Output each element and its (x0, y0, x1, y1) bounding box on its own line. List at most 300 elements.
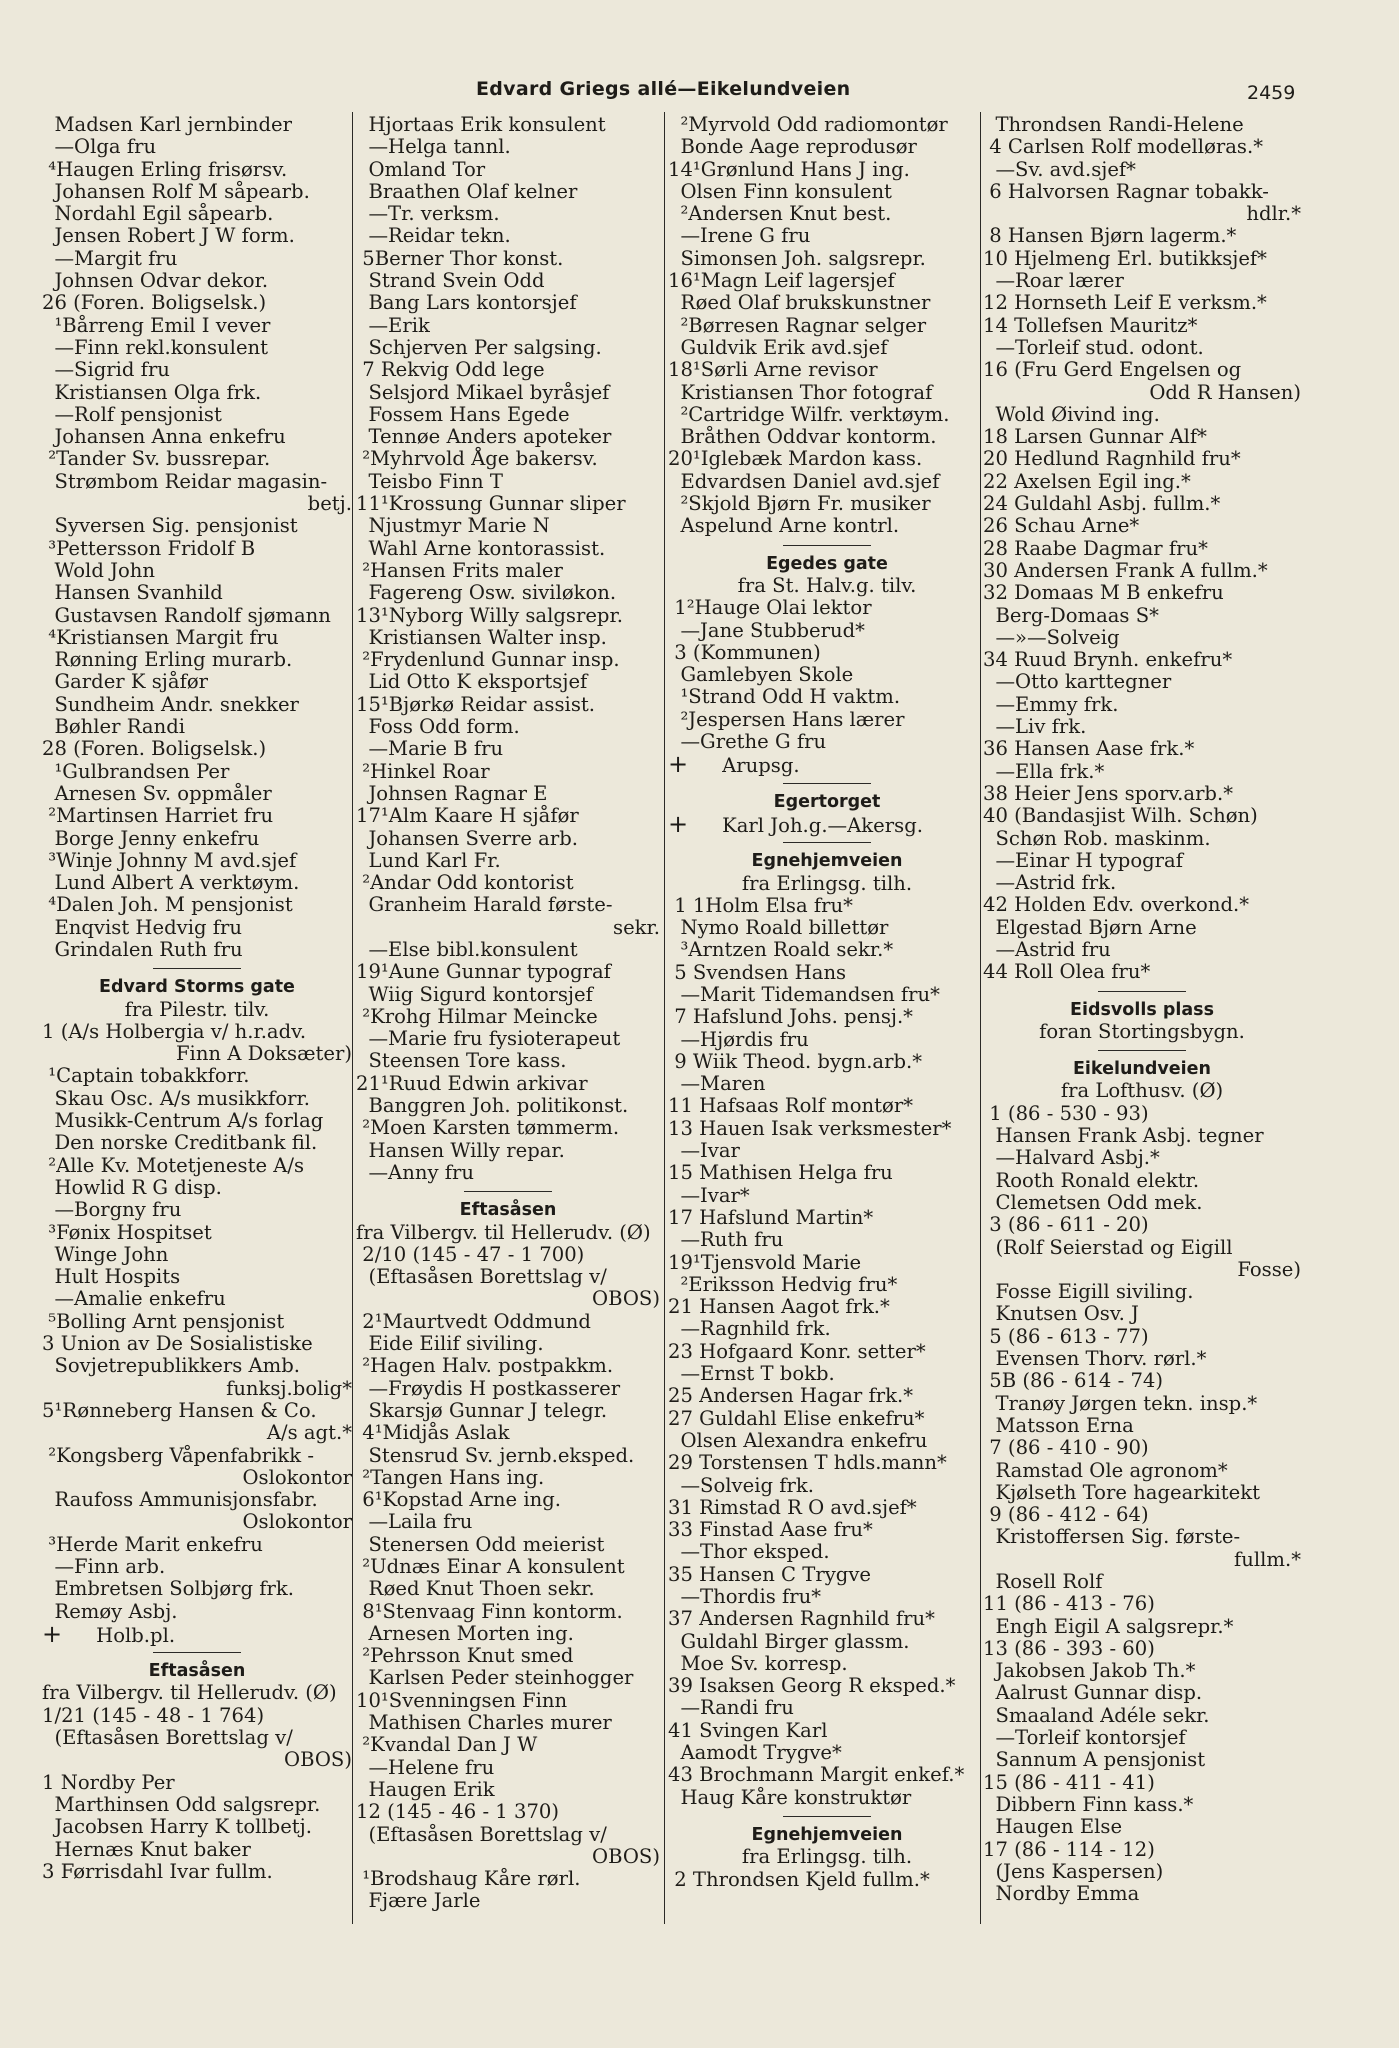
resident-entry: Kristoffersen Sig. første- (983, 1525, 1241, 1549)
resident-entry: ²Alle Kv. Motetjeneste A/s (42, 1153, 305, 1177)
resident-entry: Haugen Erik (356, 1777, 495, 1801)
resident-entry: 17 (86 - 114 - 12) (983, 1837, 1155, 1861)
resident-entry: 5¹Rønneberg Hansen & Co. (42, 1398, 317, 1422)
resident-entry: 18¹Sørli Arne revisor (668, 358, 878, 382)
resident-entry: Haug Kåre konstruktør (668, 1785, 912, 1809)
resident-entry: Evensen Thorv. rørl.* (983, 1347, 1207, 1371)
resident-entry: 37 Andersen Ragnhild fru* (668, 1607, 935, 1631)
resident-entry: —Halvard Asbj.* (983, 1146, 1160, 1170)
resident-entry: —Anny fru (356, 1160, 474, 1184)
resident-entry: Guldahl Birger glassm. (668, 1629, 910, 1653)
resident-entry: ²Andar Odd kontorist (356, 871, 574, 895)
resident-entry: ²Frydenlund Gunnar insp. (356, 648, 620, 672)
resident-entry: —Frøydis H postkasserer (356, 1376, 621, 1400)
resident-entry: —Jane Stubberud* (668, 618, 865, 642)
street-description: fra Pilestr. tilv. (124, 997, 270, 1021)
resident-entry: Foss Odd form. (356, 715, 520, 739)
resident-entry: Teisbo Finn T (356, 469, 503, 493)
resident-entry: —Maren (668, 1072, 766, 1096)
resident-entry: —Ella frk.* (983, 759, 1105, 783)
resident-entry: Aalrust Gunnar disp. (983, 1681, 1203, 1705)
entry-continuation: betj. (307, 492, 352, 516)
resident-entry: 4¹Midjås Aslak (356, 1421, 510, 1445)
resident-entry: Madsen Karl jernbinder (42, 113, 293, 136)
resident-entry: —Grethe G fru (668, 730, 827, 754)
resident-entry: ¹Bårreng Emil I vever (42, 313, 271, 337)
resident-entry: 41 Svingen Karl (668, 1718, 828, 1742)
resident-entry: —Emmy frk. (983, 692, 1119, 716)
entry-continuation: OBOS) (592, 1844, 660, 1868)
resident-entry: Simonsen Joh. salgsrepr. (668, 246, 926, 270)
resident-entry: 30 Andersen Frank A fullm.* (983, 558, 1268, 582)
resident-entry: —Margit fru (42, 246, 178, 270)
page-number: 2459 (1247, 82, 1296, 104)
entry-continuation: funksj.bolig* (226, 1376, 352, 1400)
resident-entry: 11¹Krossung Gunnar sliper (356, 492, 626, 516)
resident-entry: Aamodt Trygve* (668, 1741, 842, 1765)
resident-entry: Fagereng Osw. siviløkon. (356, 581, 617, 605)
section-divider (983, 1043, 1301, 1058)
resident-entry: 39 Isaksen Georg R eksped.* (668, 1674, 956, 1698)
street-description: fra St. Halv.g. tilv. (737, 573, 917, 597)
resident-entry: ²Kongsberg Våpenfabrikk - (42, 1443, 314, 1467)
resident-entry: 11 Hafsaas Rolf montør* (668, 1094, 914, 1118)
resident-entry: Olsen Alexandra enkefru (668, 1428, 928, 1452)
entry-continuation: Fosse) (1237, 1257, 1301, 1281)
resident-entry: —Amalie enkefru (42, 1287, 226, 1311)
resident-entry: Tennøe Anders apoteker (356, 425, 612, 449)
resident-entry: ²Krohg Hilmar Meincke (356, 1004, 598, 1028)
resident-entry: Steensen Tore kass. (356, 1049, 567, 1073)
resident-entry: —Ivar (668, 1139, 740, 1163)
resident-entry: Eide Eilif siviling. (356, 1332, 544, 1356)
resident-entry: Stensrud Sv. jernb.eksped. (356, 1443, 635, 1467)
resident-entry: Braathen Olaf kelner (356, 179, 578, 203)
resident-entry: 8¹Stenvaag Finn kontorm. (356, 1599, 623, 1623)
resident-entry: 2 Throndsen Kjeld fullm.* (668, 1867, 930, 1891)
resident-entry: —Marie B fru (356, 737, 504, 761)
cross-street (668, 750, 986, 779)
entry-continuation: hdlr.* (1246, 202, 1301, 226)
resident-entry: Hernæs Knut baker (42, 1837, 251, 1861)
resident-entry: 13 (86 - 393 - 60) (983, 1636, 1155, 1660)
resident-entry: Skau Osc. A/s musikkforr. (42, 1086, 310, 1110)
resident-entry: Karlsen Peder steinhogger (356, 1666, 634, 1690)
resident-entry: Borge Jenny enkefru (42, 826, 260, 850)
entry-continuation: OBOS) (592, 1287, 660, 1311)
resident-entry: —Torleif kontorsjef (983, 1726, 1186, 1750)
column-4 (983, 114, 1301, 1905)
column-divider (352, 112, 353, 1924)
resident-entry: 18 Larsen Gunnar Alf* (983, 425, 1207, 449)
section-divider (668, 538, 986, 553)
street-description: fra Erlingsg. tilh. (741, 1845, 913, 1869)
cross-street-label: Holb.pl. (96, 1623, 176, 1647)
cross-street-label: Arupsg. (722, 754, 800, 778)
resident-entry: 1²Hauge Olai lektor (668, 596, 872, 620)
resident-entry: Kjølseth Tore hagearkitekt (983, 1480, 1260, 1504)
resident-entry: Howlid R G disp. (42, 1175, 222, 1199)
resident-entry: 23 Hofgaard Konr. setter* (668, 1339, 926, 1363)
resident-entry: ²Tangen Hans ing. (356, 1465, 545, 1489)
resident-entry: 42 Holden Edv. overkond.* (983, 893, 1250, 917)
resident-entry: ⁴Dalen Joh. M pensjonist (42, 893, 293, 917)
resident-entry: Grindalen Ruth fru (42, 937, 243, 961)
resident-entry: 40 (Bandasjist Wilh. Schøn) (983, 804, 1258, 828)
resident-entry: Smaaland Adéle sekr. (983, 1703, 1210, 1727)
resident-entry: (Eftasåsen Borettslag v/ (356, 1822, 607, 1846)
resident-entry: 17 Hafslund Martin* (668, 1205, 874, 1229)
street-description: fra Erlingsg. tilh. (741, 871, 913, 895)
resident-entry: ²Martinsen Harriet fru (42, 804, 274, 828)
resident-entry: 3 (Kommunen) (668, 640, 821, 664)
resident-entry: Strømbom Reidar magasin- (42, 469, 328, 493)
resident-entry: Fjære Jarle (356, 1889, 481, 1913)
resident-entry: Ramstad Ole agronom* (983, 1458, 1228, 1482)
page-title: Edvard Griegs allé—Eikelundveien (476, 78, 851, 100)
resident-entry: —Finn arb. (42, 1555, 166, 1578)
resident-entry: ²Cartridge Wilfr. verktøym. (668, 402, 950, 426)
resident-entry: ³Arntzen Roald sekr.* (668, 938, 894, 962)
resident-entry: ⁴Haugen Erling frisørsv. (42, 157, 288, 181)
resident-entry: 1/21 (145 - 48 - 1 764) (42, 1703, 265, 1727)
resident-entry: —Borgny fru (42, 1198, 182, 1222)
section-divider (356, 1184, 660, 1199)
resident-entry: 13 Hauen Isak verksmester* (668, 1116, 952, 1140)
resident-entry: Arnesen Morten ing. (356, 1621, 574, 1645)
column-3 (668, 114, 986, 1891)
resident-entry: ²Moen Karsten tømmerm. (356, 1116, 620, 1140)
section-divider (42, 961, 352, 976)
resident-entry: Johnsen Ragnar E (356, 781, 548, 805)
resident-entry: 34 Ruud Brynh. enkefru* (983, 648, 1233, 672)
resident-entry: Jacobsen Harry K tollbetj. (42, 1815, 312, 1839)
resident-entry: —Torleif stud. odont. (983, 335, 1204, 359)
resident-entry: ²Hagen Halv. postpakkm. (356, 1354, 614, 1378)
resident-entry: Fosse Eigill siviling. (983, 1280, 1194, 1304)
resident-entry: 32 Domaas M B enkefru (983, 581, 1224, 605)
resident-entry: 14¹Grønlund Hans J ing. (668, 157, 910, 181)
resident-entry: ²Pehrsson Knut smed (356, 1644, 574, 1668)
column-divider (664, 112, 665, 1924)
resident-entry: 5B (86 - 614 - 74) (983, 1369, 1164, 1393)
resident-entry: Johansen Sverre arb. (356, 826, 578, 850)
resident-entry: Røed Olaf brukskunstner (668, 291, 931, 315)
resident-entry: 20 Hedlund Ragnhild fru* (983, 447, 1241, 471)
resident-entry: Knutsen Osv. J (983, 1302, 1139, 1326)
resident-entry: 20¹Iglebæk Mardon kass. (668, 447, 923, 471)
resident-entry: Matsson Erna (983, 1413, 1134, 1437)
resident-entry: —Ivar* (668, 1183, 750, 1207)
resident-entry: —Einar H typograf (983, 848, 1183, 872)
resident-entry: —Marit Tidemandsen fru* (668, 982, 940, 1006)
resident-entry: (Eftasåsen Borettslag v/ (42, 1726, 293, 1750)
resident-entry: Skarsjø Gunnar J telegr. (356, 1398, 608, 1422)
street-heading: Egnehjemveien (751, 1824, 903, 1845)
resident-entry: Strand Svein Odd (356, 269, 545, 293)
resident-entry: —Tr. verksm. (356, 202, 500, 226)
cross-street-icon: + (668, 809, 689, 838)
section-divider (668, 835, 986, 850)
resident-entry: Johnsen Odvar dekor. (42, 269, 269, 293)
resident-entry: —Olga fru (42, 135, 157, 159)
entry-continuation: Oslokontor (242, 1465, 352, 1489)
resident-entry: ¹Brodshaug Kåre rørl. (356, 1867, 581, 1891)
resident-entry: 3 Førrisdahl Ivar fullm. (42, 1859, 273, 1883)
resident-entry: 21 Hansen Aagot frk.* (668, 1295, 890, 1319)
street-description: foran Stortingsbygn. (1039, 1019, 1245, 1043)
resident-entry: 5Berner Thor konst. (356, 246, 564, 270)
resident-entry: (Jens Kaspersen) (983, 1859, 1164, 1883)
resident-entry: 1 (A/s Holbergia v/ h.r.adv. (42, 1019, 307, 1043)
resident-entry: Fossem Hans Egede (356, 402, 570, 426)
resident-entry: Hansen Svanhild (42, 581, 223, 605)
resident-entry: Sundheim Andr. snekker (42, 692, 299, 716)
resident-entry: —Astrid frk. (983, 871, 1117, 895)
resident-entry: Omland Tor (356, 157, 486, 181)
street-heading: Eftasåsen (148, 1661, 246, 1682)
resident-entry: Lund Albert A verktøym. (42, 871, 300, 895)
resident-entry: Remøy Asbj. (42, 1599, 178, 1623)
resident-entry: Moe Sv. korresp. (668, 1651, 848, 1675)
cross-street-label: Karl Joh.g.—Akersg. (722, 813, 923, 837)
resident-entry: Winge John (42, 1242, 169, 1266)
resident-entry: 2¹Maurtvedt Oddmund (356, 1309, 591, 1333)
resident-entry: Syversen Sig. pensjonist (42, 514, 298, 538)
resident-entry: 25 Andersen Hagar frk.* (668, 1384, 914, 1408)
resident-entry: Embretsen Solbjørg frk. (42, 1577, 294, 1601)
resident-entry: ²Jespersen Hans lærer (668, 707, 905, 731)
resident-entry: 38 Heier Jens sporv.arb.* (983, 781, 1234, 805)
resident-entry: 12 Hornseth Leif E verksm.* (983, 291, 1267, 315)
entry-continuation: Odd R Hansen) (1149, 380, 1301, 404)
resident-entry: Clemetsen Odd mek. (983, 1190, 1203, 1214)
resident-entry: Wahl Arne kontorassist. (356, 536, 606, 560)
resident-entry: Johansen Rolf M såpearb. (42, 179, 310, 203)
resident-entry: 3 (86 - 611 - 20) (983, 1213, 1149, 1237)
resident-entry: 16 (Fru Gerd Engelsen og (983, 358, 1242, 382)
resident-entry: ²Myhrvold Åge bakersv. (356, 447, 598, 471)
resident-entry: Haugen Else (983, 1815, 1123, 1839)
resident-entry: ²Hansen Frits maler (356, 558, 563, 582)
resident-entry: Arnesen Sv. oppmåler (42, 781, 272, 805)
resident-entry: —Helga tannl. (356, 135, 511, 159)
cross-street-icon: + (42, 1619, 63, 1648)
resident-entry: Tranøy Jørgen tekn. insp.* (983, 1391, 1258, 1415)
resident-entry: Raufoss Ammunisjonsfabr. (42, 1488, 318, 1512)
resident-entry: Musikk-Centrum A/s forlag (42, 1109, 324, 1133)
resident-entry: Wiig Sigurd kontorsjef (356, 982, 593, 1006)
section-divider (42, 1645, 352, 1660)
resident-entry: ²Kvandal Dan J W (356, 1733, 538, 1757)
resident-entry: 6¹Kopstad Arne ing. (356, 1488, 561, 1512)
resident-entry: 22 Axelsen Egil ing.* (983, 469, 1191, 493)
resident-entry: Sannum A pensjonist (983, 1748, 1206, 1772)
resident-entry: 15 Mathisen Helga fru (668, 1161, 893, 1185)
resident-entry: —Liv frk. (983, 715, 1087, 739)
street-heading: Egedes gate (766, 553, 888, 574)
resident-entry: Guldvik Erik avd.sjef (668, 335, 888, 359)
resident-entry: 3 Union av De Sosialistiske (42, 1332, 313, 1356)
resident-entry: Kristiansen Olga frk. (42, 380, 262, 404)
resident-entry: —Marie fru fysioterapeut (356, 1027, 621, 1051)
street-heading: Egnehjemveien (751, 851, 903, 872)
resident-entry: Gamlebyen Skole (668, 663, 854, 687)
resident-entry: Hult Hospits (42, 1265, 181, 1289)
street-heading: Edvard Storms gate (99, 977, 295, 998)
resident-entry: —Irene G fru (668, 224, 811, 248)
resident-entry: Sovjetrepublikkers Amb. (42, 1354, 300, 1378)
resident-entry: 19¹Tjensvold Marie (668, 1250, 862, 1274)
resident-entry: Lund Karl Fr. (356, 848, 501, 872)
resident-entry: Aspelund Arne kontrl. (668, 514, 900, 538)
entry-continuation: sekr. (613, 915, 660, 939)
cross-street (42, 1619, 352, 1648)
resident-entry: ³Pettersson Fridolf B (42, 536, 256, 560)
resident-entry: Hansen Frank Asbj. tegner (983, 1124, 1264, 1148)
entry-continuation: OBOS) (284, 1748, 352, 1772)
resident-entry: 12 (145 - 46 - 1 370) (356, 1800, 560, 1824)
street-heading: Eftasåsen (459, 1200, 557, 1221)
resident-entry: ⁴Kristiansen Margit fru (42, 625, 279, 649)
resident-entry: 2/10 (145 - 47 - 1 700) (356, 1242, 585, 1266)
resident-entry: 36 Hansen Aase frk.* (983, 737, 1195, 761)
entry-continuation: Finn A Doksæter) (175, 1042, 352, 1066)
resident-entry: Dibbern Finn kass.* (983, 1792, 1194, 1816)
resident-entry: 7 (86 - 410 - 90) (983, 1436, 1149, 1460)
resident-entry: —Ruth fru (668, 1228, 784, 1252)
resident-entry: 9 (86 - 412 - 64) (983, 1503, 1149, 1527)
resident-entry: 21¹Ruud Edwin arkivar (356, 1071, 588, 1095)
resident-entry: Rooth Ronald elektr. (983, 1168, 1200, 1192)
resident-entry: 19¹Aune Gunnar typograf (356, 960, 611, 984)
resident-entry: —Thordis fru* (668, 1585, 822, 1608)
resident-entry: ²Skjold Bjørn Fr. musiker (668, 492, 931, 516)
entry-continuation: A/s agt.* (266, 1421, 352, 1445)
resident-entry: ²Udnæs Einar A konsulent (356, 1555, 625, 1578)
resident-entry: 28 (Foren. Boligselsk.) (42, 737, 267, 761)
resident-entry: 26 Schau Arne* (983, 514, 1140, 538)
resident-entry: 26 (Foren. Boligselsk.) (42, 291, 267, 315)
resident-entry: —Reidar tekn. (356, 224, 511, 248)
column-1 (42, 114, 352, 1883)
resident-entry: —Erik (356, 313, 430, 337)
resident-entry: fra Vilbergv. til Hellerudv. (Ø) (42, 1681, 337, 1705)
section-divider (668, 1809, 986, 1824)
resident-entry: 8 Hansen Bjørn lagerm.* (983, 224, 1237, 248)
resident-entry: Njustmyr Marie N (356, 514, 550, 538)
resident-entry: —Else bibl.konsulent (356, 937, 578, 961)
resident-entry: Hjortaas Erik konsulent (356, 113, 606, 136)
resident-entry: Wold John (42, 558, 155, 582)
resident-entry: Engh Eigil A salgsrepr.* (983, 1614, 1234, 1638)
resident-entry: —Laila fru (356, 1510, 473, 1534)
resident-entry: 10¹Svenningsen Finn (356, 1688, 568, 1712)
resident-entry: —Thor eksped. (668, 1540, 830, 1564)
resident-entry: ¹Captain tobakkforr. (42, 1064, 250, 1088)
resident-entry: ²Andersen Knut best. (668, 202, 892, 226)
resident-entry: Røed Knut Thoen sekr. (356, 1577, 595, 1601)
resident-entry: 31 Rimstad R O avd.sjef* (668, 1495, 917, 1519)
resident-entry: Schjerven Per salgsing. (356, 335, 602, 359)
resident-entry: Lid Otto K eksportsjef (356, 670, 588, 694)
resident-entry: 7 Hafslund Johs. pensj.* (668, 1005, 913, 1029)
resident-entry: 4 Carlsen Rolf modelløras.* (983, 135, 1263, 159)
resident-entry: Elgestad Bjørn Arne (983, 915, 1197, 939)
entry-continuation: Oslokontor (242, 1510, 352, 1534)
resident-entry: ²Hinkel Roar (356, 759, 490, 783)
resident-entry: —Rolf pensjonist (42, 402, 222, 426)
resident-entry: 1 Nordby Per (42, 1770, 175, 1794)
resident-entry: —Finn rekl.konsulent (42, 335, 269, 359)
resident-entry: 15 (86 - 411 - 41) (983, 1770, 1155, 1794)
resident-entry: Banggren Joh. politikonst. (356, 1094, 629, 1118)
resident-entry: Nordby Emma (983, 1882, 1140, 1906)
resident-entry: Throndsen Randi-Helene (983, 113, 1244, 136)
street-heading: Eikelundveien (1072, 1059, 1212, 1080)
resident-entry: 43 Brochmann Margit enkef.* (668, 1763, 965, 1787)
resident-entry: ²Tander Sv. bussrepar. (42, 447, 271, 471)
cross-street-icon: + (668, 750, 689, 779)
resident-entry: —Randi fru (668, 1696, 794, 1720)
resident-entry: —Solveig frk. (668, 1473, 814, 1497)
resident-entry: Wold Øivind ing. (983, 402, 1160, 426)
resident-entry: fra Vilbergv. til Hellerudv. (Ø) (356, 1220, 651, 1244)
resident-entry: Jensen Robert J W form. (42, 224, 295, 248)
resident-entry: 27 Guldahl Elise enkefru* (668, 1406, 925, 1430)
resident-entry: 10 Hjelmeng Erl. butikksjef* (983, 246, 1267, 270)
resident-entry: —»—Solveig (983, 625, 1120, 649)
cross-street (668, 809, 986, 838)
street-heading: Eidsvolls plass (1070, 999, 1214, 1020)
resident-entry: Bøhler Randi (42, 715, 186, 739)
resident-entry: ²Myrvold Odd radiomontør (668, 113, 948, 136)
resident-entry: Rosell Rolf (983, 1570, 1103, 1593)
resident-entry: Bonde Aage reprodusør (668, 135, 917, 159)
resident-entry: 16¹Magn Leif lagersjef (668, 269, 895, 293)
street-description: fra Lofthusv. (Ø) (1060, 1079, 1224, 1103)
resident-entry: —Helene fru (356, 1755, 495, 1779)
resident-entry: 6 Halvorsen Ragnar tobakk- (983, 179, 1269, 203)
resident-entry: Hansen Willy repar. (356, 1138, 565, 1162)
resident-entry: Bang Lars kontorsjef (356, 291, 577, 315)
resident-entry: 17¹Alm Kaare H sjåfør (356, 804, 579, 828)
resident-entry: Garder K sjåfør (42, 670, 208, 694)
resident-entry: 44 Roll Olea fru* (983, 960, 1151, 984)
resident-entry: —Sv. avd.sjef* (983, 157, 1136, 181)
resident-entry: 14 Tollefsen Mauritz* (983, 313, 1198, 337)
resident-entry: Mathisen Charles murer (356, 1711, 612, 1735)
resident-entry: ³Winje Johnny M avd.sjef (42, 848, 297, 872)
section-divider (983, 984, 1301, 999)
resident-entry: Olsen Finn konsulent (668, 179, 892, 203)
resident-entry: ¹Strand Odd H vaktm. (668, 685, 901, 709)
resident-entry: Den norske Creditbank fil. (42, 1131, 318, 1155)
resident-entry: —Otto karttegner (983, 670, 1172, 694)
resident-entry: Granheim Harald første- (356, 893, 613, 917)
resident-entry: Johansen Anna enkefru (42, 425, 286, 449)
resident-entry: —Roar lærer (983, 269, 1124, 293)
resident-entry: ²Eriksson Hedvig fru* (668, 1272, 898, 1296)
resident-entry: Jakobsen Jakob Th.* (983, 1659, 1196, 1683)
resident-entry: Edvardsen Daniel avd.sjef (668, 469, 940, 493)
resident-entry: 11 (86 - 413 - 76) (983, 1592, 1155, 1616)
resident-entry: Berg-Domaas S* (983, 603, 1159, 627)
resident-entry: 1 1Holm Elsa fru* (668, 893, 853, 917)
resident-entry: Nordahl Egil såpearb. (42, 202, 274, 226)
resident-entry: (Rolf Seierstad og Eigill (983, 1235, 1233, 1259)
resident-entry: Selsjord Mikael byråsjef (356, 380, 610, 404)
